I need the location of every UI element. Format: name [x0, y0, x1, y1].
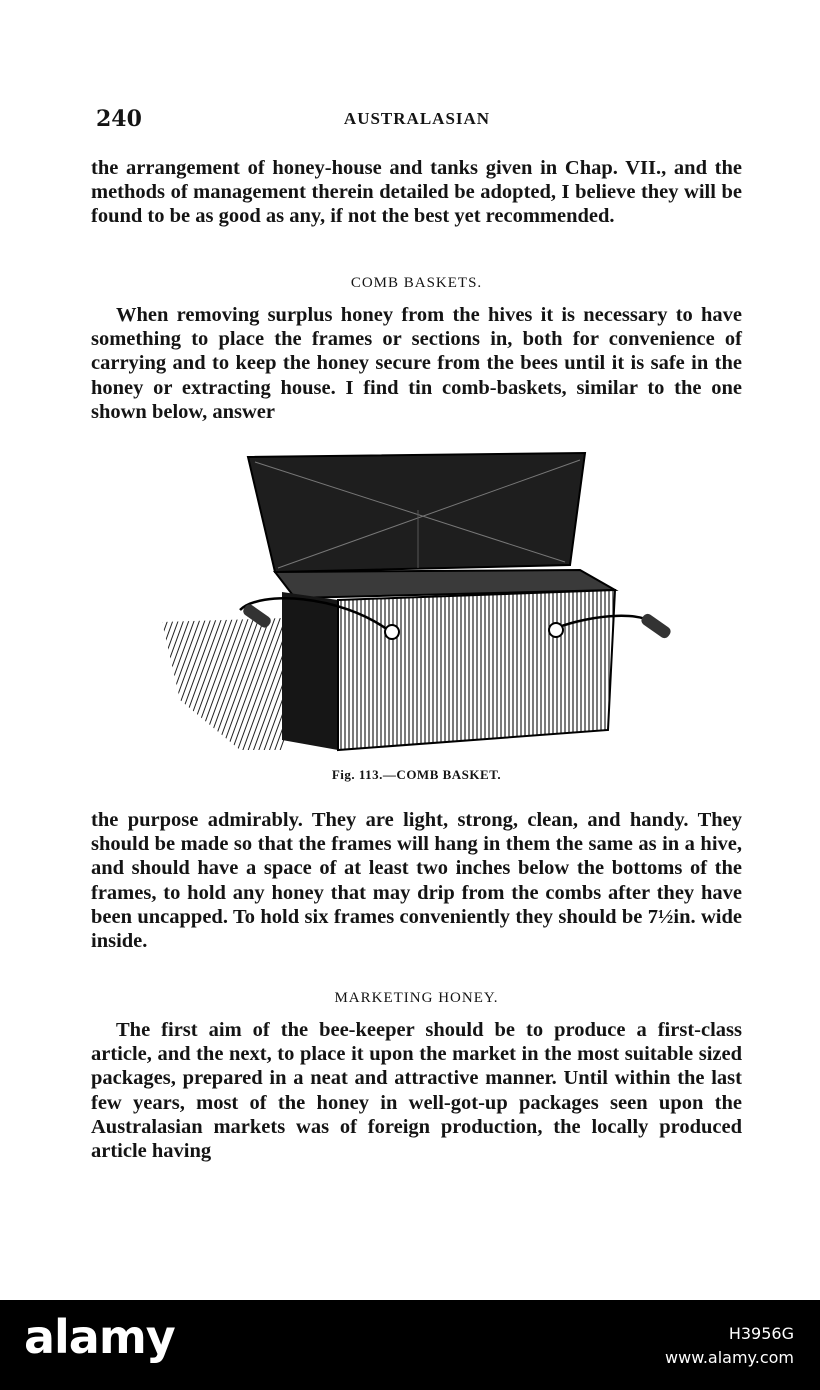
paragraph-continuation: the arrangement of honey-house and tanks given in Chap. VII., and the methods of management therein detailed be adopted, I believe they will be found to be as good as any, if not the best yet recommended. — [91, 157, 742, 228]
page-number: 240 — [96, 106, 142, 132]
alamy-logo: alamy — [24, 1310, 175, 1364]
heading-comb-baskets: COMB BASKETS. — [350, 275, 483, 291]
basket-end — [282, 592, 338, 750]
paragraph-marketing-honey-1: The first aim of the bee-keeper should be to produce a first-class article, and the next, to place it upon the market in the most suitable sized packages, prepared in a neat and attractive manner. Until within the last few years, most of the honey in well-got-up packages seen upon the Australasian markets was of foreign production, the locally produced article having — [91, 1019, 742, 1163]
basket-shadow — [162, 618, 285, 750]
running-head — [92, 106, 742, 136]
figure-caption: Fig. 113.—COMB BASKET. — [331, 767, 502, 782]
basket-front — [338, 590, 615, 750]
running-title: AUSTRALASIAN — [343, 109, 491, 128]
heading-marketing-honey: MARKETING HONEY. — [334, 990, 499, 1006]
stock-image-id — [665, 1322, 794, 1370]
image-id: H3956G — [728, 1324, 794, 1343]
comb-basket-figure — [160, 450, 680, 760]
stock-site: www.alamy.com — [665, 1348, 794, 1367]
stock-watermark-bar — [0, 1300, 820, 1390]
basket-lid — [248, 453, 585, 572]
paragraph-comb-baskets-2: the purpose admirably. They are light, strong, clean, and handy. They should be made so that the frames will hang in them the same as in a hive, and should have a space of at least two inches below the bottoms of the frames, to hold any honey that may drip from the combs after they have been uncapped. To hold six frames conveniently they should be 7½in. wide inside. — [91, 809, 742, 953]
paragraph-comb-baskets-1: When removing surplus honey from the hives it is necessary to have something to place the frames or sections in, both for convenience of carrying and to keep the honey secure from the bees until it is safe in the honey or extracting house. I find tin comb-baskets, similar to the one shown below, answer — [91, 304, 742, 423]
